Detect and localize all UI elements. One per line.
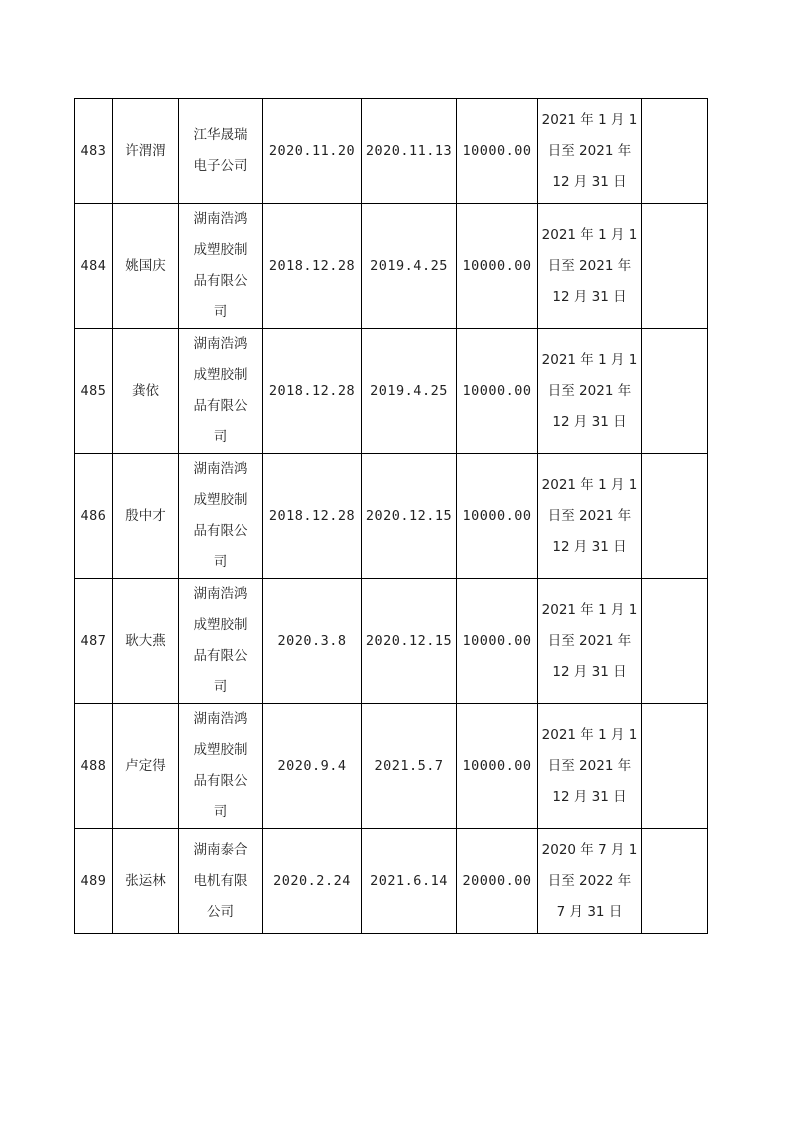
start-date-cell: 2018.12.28 bbox=[263, 204, 362, 329]
company-cell bbox=[179, 99, 263, 204]
row-index-cell: 487 bbox=[75, 579, 113, 704]
period-cell-line: 2021 年 1 月 1 bbox=[541, 351, 638, 368]
company-cell-line: 成塑胶制 bbox=[193, 242, 248, 258]
company-cell bbox=[179, 204, 263, 329]
period-cell-line: 日至 2021 年 bbox=[547, 142, 632, 159]
company-cell-line: 湖南浩鸿 bbox=[193, 461, 248, 477]
records-table bbox=[74, 98, 708, 934]
company-cell bbox=[179, 704, 263, 829]
end-date-cell: 2020.12.15 bbox=[362, 579, 457, 704]
company-cell bbox=[179, 829, 263, 934]
period-cell-line: 日至 2021 年 bbox=[547, 757, 632, 774]
period-cell-line: 2021 年 1 月 1 bbox=[541, 726, 638, 743]
company-cell-line: 湖南浩鸿 bbox=[193, 711, 248, 727]
period-cell bbox=[538, 99, 642, 204]
amount-cell: 10000.00 bbox=[457, 579, 538, 704]
note-cell bbox=[642, 454, 708, 579]
period-cell-line: 日至 2022 年 bbox=[547, 872, 632, 889]
company-cell bbox=[179, 454, 263, 579]
period-cell-line: 12 月 31 日 bbox=[552, 413, 627, 430]
person-name-cell: 殷中才 bbox=[113, 454, 179, 579]
table-row bbox=[75, 579, 708, 704]
person-name-cell: 许渭渭 bbox=[113, 99, 179, 204]
note-cell bbox=[642, 329, 708, 454]
note-cell bbox=[642, 829, 708, 934]
period-cell-line: 2021 年 1 月 1 bbox=[541, 601, 638, 618]
row-index-cell: 483 bbox=[75, 99, 113, 204]
amount-cell: 10000.00 bbox=[457, 329, 538, 454]
company-cell-line: 司 bbox=[213, 429, 228, 445]
table-row bbox=[75, 204, 708, 329]
period-cell-line: 2021 年 1 月 1 bbox=[541, 226, 638, 243]
period-cell-line: 12 月 31 日 bbox=[552, 288, 627, 305]
amount-cell: 10000.00 bbox=[457, 204, 538, 329]
start-date-cell: 2020.9.4 bbox=[263, 704, 362, 829]
period-cell-line: 日至 2021 年 bbox=[547, 382, 632, 399]
company-cell-line: 司 bbox=[213, 554, 228, 570]
period-cell-line: 2021 年 1 月 1 bbox=[541, 476, 638, 493]
end-date-cell: 2020.11.13 bbox=[362, 99, 457, 204]
period-cell-line: 日至 2021 年 bbox=[547, 257, 632, 274]
period-cell bbox=[538, 204, 642, 329]
company-cell-line: 品有限公 bbox=[193, 523, 248, 539]
table-row bbox=[75, 704, 708, 829]
row-index-cell: 485 bbox=[75, 329, 113, 454]
row-index-cell: 484 bbox=[75, 204, 113, 329]
company-cell-line: 电子公司 bbox=[193, 158, 248, 174]
row-index-cell: 486 bbox=[75, 454, 113, 579]
amount-cell: 10000.00 bbox=[457, 454, 538, 579]
note-cell bbox=[642, 99, 708, 204]
end-date-cell: 2021.5.7 bbox=[362, 704, 457, 829]
row-index-cell: 489 bbox=[75, 829, 113, 934]
amount-cell: 10000.00 bbox=[457, 704, 538, 829]
company-cell-line: 成塑胶制 bbox=[193, 742, 248, 758]
company-cell-line: 司 bbox=[213, 304, 228, 320]
company-cell-line: 公司 bbox=[207, 903, 234, 920]
period-cell bbox=[538, 829, 642, 934]
period-cell-line: 2020 年 7 月 1 bbox=[541, 841, 638, 858]
company-cell-line: 江华晟瑞 bbox=[193, 127, 248, 143]
end-date-cell: 2021.6.14 bbox=[362, 829, 457, 934]
note-cell bbox=[642, 704, 708, 829]
period-cell-line: 2021 年 1 月 1 bbox=[541, 111, 638, 128]
period-cell-line: 7 月 31 日 bbox=[556, 903, 623, 920]
person-name-cell: 卢定得 bbox=[113, 704, 179, 829]
company-cell bbox=[179, 329, 263, 454]
amount-cell: 10000.00 bbox=[457, 99, 538, 204]
company-cell-line: 品有限公 bbox=[193, 398, 248, 414]
period-cell bbox=[538, 579, 642, 704]
period-cell-line: 12 月 31 日 bbox=[552, 173, 627, 190]
end-date-cell: 2020.12.15 bbox=[362, 454, 457, 579]
table-row bbox=[75, 454, 708, 579]
table-row bbox=[75, 329, 708, 454]
person-name-cell: 张运林 bbox=[113, 829, 179, 934]
period-cell-line: 12 月 31 日 bbox=[552, 788, 627, 805]
company-cell-line: 湖南浩鸿 bbox=[193, 336, 248, 352]
person-name-cell: 耿大燕 bbox=[113, 579, 179, 704]
end-date-cell: 2019.4.25 bbox=[362, 204, 457, 329]
period-cell bbox=[538, 454, 642, 579]
start-date-cell: 2018.12.28 bbox=[263, 329, 362, 454]
company-cell-line: 品有限公 bbox=[193, 773, 248, 789]
period-cell bbox=[538, 329, 642, 454]
company-cell-line: 品有限公 bbox=[193, 648, 248, 664]
row-index-cell: 488 bbox=[75, 704, 113, 829]
company-cell-line: 成塑胶制 bbox=[193, 492, 248, 508]
company-cell-line: 湖南浩鸿 bbox=[193, 211, 248, 227]
company-cell-line: 司 bbox=[213, 804, 228, 820]
end-date-cell: 2019.4.25 bbox=[362, 329, 457, 454]
period-cell-line: 日至 2021 年 bbox=[547, 632, 632, 649]
period-cell-line: 日至 2021 年 bbox=[547, 507, 632, 524]
company-cell-line: 成塑胶制 bbox=[193, 617, 248, 633]
table-row bbox=[75, 99, 708, 204]
company-cell-line: 湖南浩鸿 bbox=[193, 586, 248, 602]
amount-cell: 20000.00 bbox=[457, 829, 538, 934]
company-cell-line: 品有限公 bbox=[193, 273, 248, 289]
company-cell bbox=[179, 579, 263, 704]
period-cell-line: 12 月 31 日 bbox=[552, 663, 627, 680]
company-cell-line: 电机有限 bbox=[193, 872, 248, 889]
start-date-cell: 2020.2.24 bbox=[263, 829, 362, 934]
start-date-cell: 2020.11.20 bbox=[263, 99, 362, 204]
records-table-body bbox=[75, 99, 708, 934]
company-cell-line: 成塑胶制 bbox=[193, 367, 248, 383]
company-cell-line: 司 bbox=[213, 679, 228, 695]
start-date-cell: 2018.12.28 bbox=[263, 454, 362, 579]
person-name-cell: 龚依 bbox=[113, 329, 179, 454]
period-cell bbox=[538, 704, 642, 829]
note-cell bbox=[642, 204, 708, 329]
person-name-cell: 姚国庆 bbox=[113, 204, 179, 329]
note-cell bbox=[642, 579, 708, 704]
start-date-cell: 2020.3.8 bbox=[263, 579, 362, 704]
table-row bbox=[75, 829, 708, 934]
period-cell-line: 12 月 31 日 bbox=[552, 538, 627, 555]
company-cell-line: 湖南泰合 bbox=[193, 841, 248, 858]
